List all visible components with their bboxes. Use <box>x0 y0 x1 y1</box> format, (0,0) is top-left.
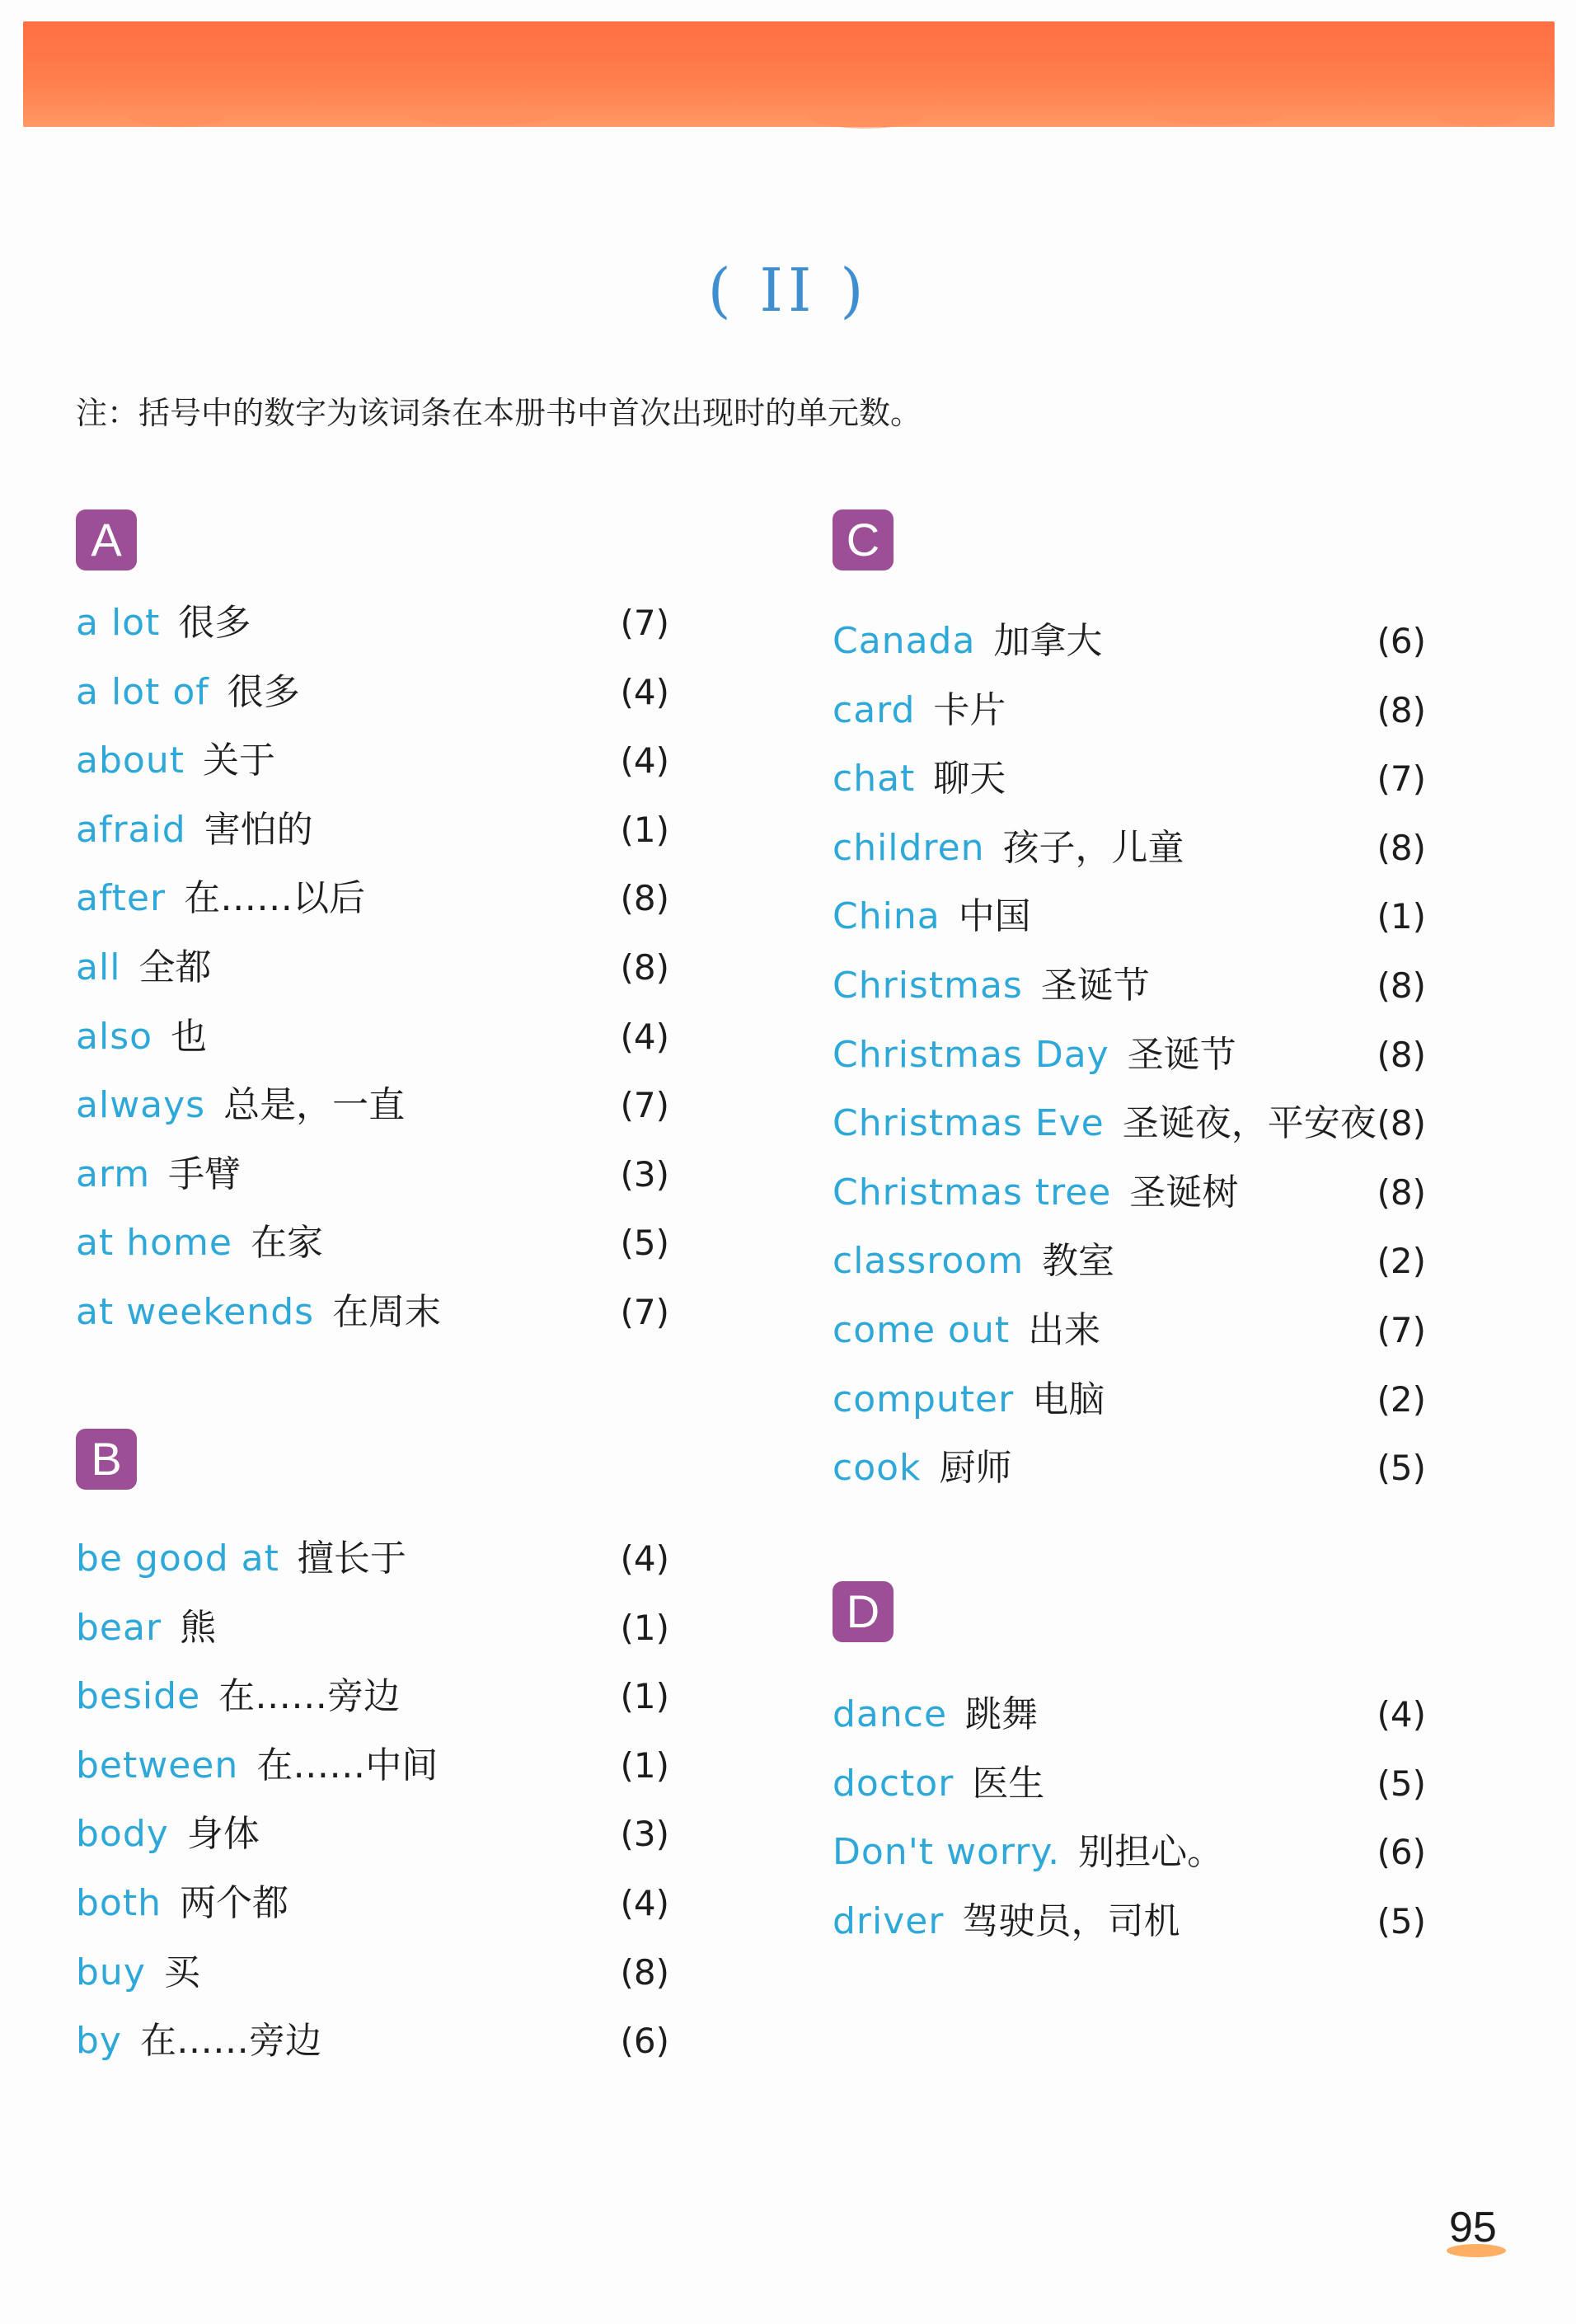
entry-unit-number: (2) <box>1377 1378 1426 1420</box>
entry-unit-number: (5) <box>1377 1763 1426 1804</box>
entry-unit-number: (2) <box>1377 1241 1426 1282</box>
entry-chinese: 加拿大 <box>993 620 1103 662</box>
section-c-list <box>833 607 1426 1503</box>
entry-chinese: 中国 <box>958 895 1031 938</box>
vocab-entry <box>76 796 669 865</box>
entry-unit-number: (6) <box>1377 1832 1426 1873</box>
entry-english: Christmas <box>833 964 1023 1007</box>
entry-unit-number: (7) <box>620 1291 669 1332</box>
vocab-entry <box>833 1021 1426 1090</box>
entry-unit-number: (5) <box>1377 1900 1426 1941</box>
vocab-entry <box>76 864 669 933</box>
entry-unit-number: (1) <box>1377 896 1426 937</box>
entry-unit-number: (4) <box>620 1538 669 1579</box>
entry-english: buy <box>76 1951 146 1993</box>
entry-unit-number: (7) <box>620 603 669 643</box>
entry-unit-number: (8) <box>1377 827 1426 868</box>
entry-chinese: 卡片 <box>933 688 1006 731</box>
entry-english: between <box>76 1744 239 1786</box>
vocab-entry <box>76 1209 669 1278</box>
entry-english: classroom <box>833 1240 1025 1283</box>
entry-english: cook <box>833 1447 922 1490</box>
vocab-entry <box>833 951 1426 1021</box>
vocab-entry <box>833 1434 1426 1503</box>
vocab-entry <box>76 1140 669 1209</box>
entry-chinese: 关于 <box>202 739 275 782</box>
entry-unit-number: (7) <box>1377 758 1426 800</box>
entry-chinese: 很多 <box>227 670 300 713</box>
entry-chinese: 在……旁边 <box>139 2020 321 2063</box>
entry-unit-number: (4) <box>620 671 669 712</box>
entry-english: Christmas Day <box>833 1033 1109 1076</box>
entry-chinese: 圣诞节 <box>1040 964 1150 1007</box>
vocab-entry <box>76 658 669 727</box>
entry-english: computer <box>833 1378 1015 1420</box>
entry-chinese: 很多 <box>178 602 251 644</box>
entry-chinese: 也 <box>171 1015 208 1058</box>
vocab-entry <box>76 2007 669 2076</box>
page-title: ( II ) <box>707 256 869 325</box>
entry-unit-number: (3) <box>620 1153 669 1195</box>
entry-chinese: 别担心。 <box>1078 1831 1224 1874</box>
vocab-entry <box>833 1818 1426 1887</box>
entry-chinese: 两个都 <box>180 1881 288 1924</box>
entry-unit-number: (5) <box>1377 1448 1426 1489</box>
vocab-entry <box>833 814 1426 883</box>
entry-english: a lot of <box>76 670 209 713</box>
entry-unit-number: (6) <box>1377 621 1426 661</box>
entry-chinese: 在周末 <box>332 1290 442 1333</box>
entry-english: body <box>76 1813 169 1856</box>
entry-english: be good at <box>76 1538 279 1580</box>
entry-english: after <box>76 877 167 920</box>
vocab-entry <box>76 1731 669 1801</box>
vocab-entry <box>833 882 1426 951</box>
entry-chinese: 总是，一直 <box>223 1084 406 1127</box>
entry-unit-number: (6) <box>620 2021 669 2062</box>
entry-chinese: 害怕的 <box>204 808 313 851</box>
entry-english: dance <box>833 1693 948 1735</box>
entry-english: children <box>833 826 985 869</box>
entry-unit-number: (8) <box>1377 965 1426 1006</box>
entry-english: a lot <box>76 602 161 644</box>
entry-english: driver <box>833 1899 945 1942</box>
vocab-entry <box>76 1278 669 1347</box>
entry-chinese: 圣诞夜，平安夜 <box>1122 1102 1377 1145</box>
vocab-entry <box>833 676 1426 745</box>
entry-unit-number: (8) <box>1377 1103 1426 1144</box>
entry-chinese: 圣诞树 <box>1129 1171 1239 1214</box>
section-d-list <box>833 1680 1426 1955</box>
entry-chinese: 擅长于 <box>297 1538 406 1580</box>
entry-chinese: 驾驶员，司机 <box>962 1899 1180 1942</box>
entry-chinese: 教室 <box>1042 1240 1115 1283</box>
entry-unit-number: (1) <box>620 809 669 850</box>
vocab-entry <box>76 1938 669 2007</box>
entry-unit-number: (3) <box>620 1814 669 1855</box>
vocab-entry <box>833 744 1426 814</box>
entry-unit-number: (4) <box>1377 1694 1426 1735</box>
vocab-entry <box>833 1887 1426 1956</box>
banner-torn-edge <box>23 115 1555 143</box>
entry-english: also <box>76 1015 153 1058</box>
vocab-entry <box>833 1089 1426 1158</box>
entry-unit-number: (4) <box>620 740 669 782</box>
top-banner <box>23 21 1555 127</box>
vocab-entry <box>833 1749 1426 1819</box>
vocab-entry <box>76 726 669 796</box>
entry-chinese: 在……中间 <box>256 1744 439 1786</box>
entry-unit-number: (8) <box>1377 689 1426 730</box>
vocab-entry <box>76 1662 669 1731</box>
entry-english: by <box>76 2020 122 2063</box>
entry-chinese: 熊 <box>180 1606 217 1649</box>
entry-english: beside <box>76 1675 201 1718</box>
entry-unit-number: (1) <box>620 1607 669 1648</box>
entry-chinese: 出来 <box>1028 1308 1101 1351</box>
vocab-entry <box>76 1800 669 1869</box>
vocab-entry <box>833 1365 1426 1434</box>
vocab-entry <box>76 933 669 1002</box>
vocab-entry <box>833 1680 1426 1749</box>
vocab-entry <box>76 1524 669 1594</box>
page-number: 95 <box>1449 2204 1497 2251</box>
section-badge-c: C <box>833 509 894 570</box>
entry-unit-number: (8) <box>620 946 669 988</box>
entry-english: at weekends <box>76 1290 315 1333</box>
entry-unit-number: (8) <box>620 1951 669 1993</box>
vocab-entry <box>76 1869 669 1938</box>
entry-chinese: 全都 <box>138 946 212 988</box>
entry-english: Canada <box>833 620 976 662</box>
entry-unit-number: (1) <box>620 1676 669 1717</box>
entry-english: at home <box>76 1222 232 1265</box>
entry-unit-number: (7) <box>1377 1309 1426 1350</box>
entry-english: Christmas Eve <box>833 1102 1105 1145</box>
entry-chinese: 在……旁边 <box>218 1675 401 1718</box>
entry-english: afraid <box>76 808 186 851</box>
entry-english: bear <box>76 1606 162 1649</box>
entry-chinese: 圣诞节 <box>1127 1033 1236 1076</box>
section-a-list <box>76 589 669 1347</box>
vocab-entry <box>833 1158 1426 1228</box>
entry-english: always <box>76 1084 206 1127</box>
entry-english: all <box>76 946 121 988</box>
entry-unit-number: (8) <box>1377 1034 1426 1075</box>
entry-chinese: 买 <box>163 1951 200 1993</box>
entry-chinese: 在……以后 <box>184 877 366 920</box>
section-b-list <box>76 1524 669 2076</box>
section-badge-a: A <box>76 509 137 570</box>
vocab-entry <box>76 1594 669 1663</box>
section-badge-b: B <box>76 1429 137 1490</box>
vocab-entry <box>76 589 669 658</box>
note-text: 注：括号中的数字为该词条在本册书中首次出现时的单元数。 <box>76 395 922 431</box>
entry-unit-number: (8) <box>1377 1171 1426 1213</box>
entry-chinese: 医生 <box>972 1762 1045 1805</box>
entry-english: Christmas tree <box>833 1171 1112 1214</box>
entry-chinese: 电脑 <box>1032 1378 1105 1420</box>
entry-unit-number: (1) <box>620 1744 669 1786</box>
entry-unit-number: (4) <box>620 1016 669 1057</box>
entry-chinese: 跳舞 <box>965 1693 1039 1735</box>
entry-english: about <box>76 739 185 782</box>
entry-unit-number: (7) <box>620 1085 669 1126</box>
entry-english: card <box>833 688 916 731</box>
entry-english: chat <box>833 758 916 800</box>
entry-english: both <box>76 1881 162 1924</box>
entry-chinese: 手臂 <box>168 1153 242 1195</box>
entry-english: arm <box>76 1153 151 1195</box>
section-badge-d: D <box>833 1581 894 1642</box>
entry-chinese: 在家 <box>250 1222 323 1265</box>
entry-chinese: 孩子，儿童 <box>1002 826 1184 869</box>
entry-unit-number: (8) <box>620 878 669 919</box>
entry-english: China <box>833 895 940 938</box>
vocab-entry <box>833 607 1426 676</box>
entry-unit-number: (4) <box>620 1882 669 1923</box>
entry-chinese: 厨师 <box>939 1447 1012 1490</box>
entry-chinese: 身体 <box>186 1813 260 1856</box>
vocab-entry <box>833 1296 1426 1365</box>
entry-unit-number: (5) <box>620 1223 669 1264</box>
entry-english: Don't worry. <box>833 1831 1061 1874</box>
vocab-entry <box>833 1227 1426 1296</box>
entry-english: come out <box>833 1308 1011 1351</box>
entry-english: doctor <box>833 1762 955 1805</box>
vocab-entry <box>76 1071 669 1140</box>
entry-chinese: 聊天 <box>933 758 1006 800</box>
vocab-entry <box>76 1002 669 1072</box>
